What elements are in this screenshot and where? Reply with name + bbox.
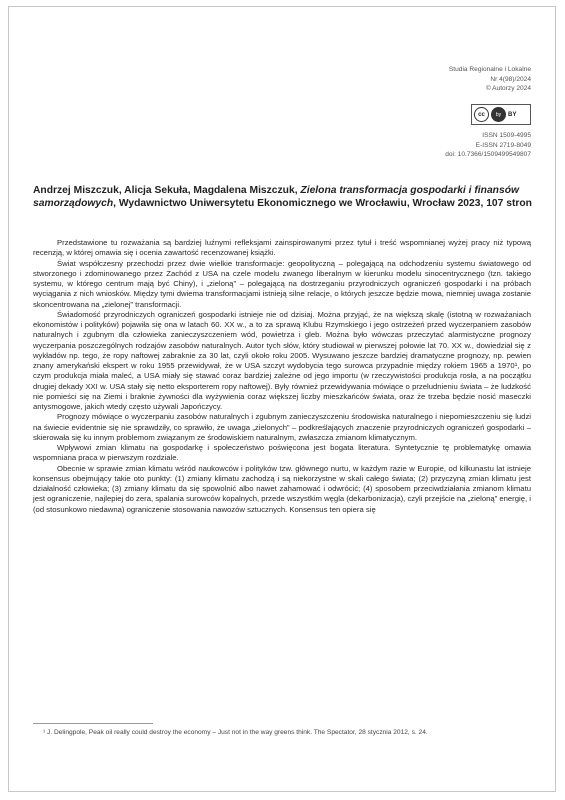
paragraph: Prognozy mówiące o wyczerpaniu zasobów naturalnych i zgubnym zanieczyszczeniu środowiska naturalnego i niepomieszczeniu się ludzi na świecie evidentnie się nie sprawdziły, co sprawiło, że uwaga „zielonych” – podkreślających znaczenie przyrodniczych ograniczeń gospodarki – skierowała się ku innym problemom związanym ze środowiskiem naturalnym, zwłaszcza zmianom klimatycznym. <box>33 412 531 442</box>
review-body <box>33 238 531 515</box>
issue-number: Nr 4(98)/2024 <box>490 75 531 83</box>
journal-name: Studia Regionalne i Lokalne <box>448 66 531 73</box>
paragraph: Obecnie w sprawie zmian klimatu wśród naukowców i polityków tzw. głównego nurtu, w każdym razie w Europie, od kilkunastu lat istnieje konsensus obejmujący takie oto punkty: (1) zmiany klimatu zachodzą i są niekorzystne w skali całego świata; (2) przyczyną zmian klimatu jest działalność człowieka; (3) zmiany klimatu da się spowolnić albo nawet zahamować i odwrócić; (4) sposobem przeciwdziałania zmianom klimatu jest ograniczenie, najlepiej do zera, spalania surowców kopalnych, przede wszystkim węgla (dekarbonizacja), czyli przejście na „zieloną” energię, i (od stosunkowo niedawna) ograniczenie stosowania nawozów sztucznych. Konsensus ten opiera się <box>33 463 531 514</box>
book-publisher: , Wydawnictwo Uniwersytetu Ekonomicznego we Wrocławiu, Wrocław 2023, 107 stron <box>113 198 532 210</box>
review-authors: Andrzej Miszczuk, Alicja Sekuła, Magdalena Miszczuk, <box>33 185 301 196</box>
review-title <box>33 184 533 211</box>
copyright-note: © Autorzy 2024 <box>485 85 531 93</box>
footnote-divider <box>33 723 153 724</box>
cc-icon: cc <box>474 107 489 122</box>
paragraph: Przedstawione tu rozważania są bardziej luźnymi refleksjami zainspirowanymi przez tytuł i treść wspomnianej wyżej pracy niż typową recenzją, w której omawia się i ocenia zawartość recenzowanej książki. <box>33 238 531 258</box>
paragraph: Wpływowi zmian klimatu na gospodarkę i społeczeństwo poświęcona jest bogata literatura. Syntetycznie tę problematykę omawia wspomniana praca w pierwszym rozdziale. <box>33 443 531 463</box>
issn: ISSN 1509-4995 <box>482 132 531 139</box>
cc-license-badge[interactable] <box>471 104 531 125</box>
book-title: Zielona transformacja gospodarki i finansów samorządowych <box>33 185 519 210</box>
license-label: BY <box>508 111 517 118</box>
doi-link[interactable]: doi: 10.7366/1509499549807 <box>445 151 531 159</box>
paragraph: Świadomość przyrodniczych ograniczeń gospodarki istnieje nie od dzisiaj. Można przyjąć, że na większą skalę (istotną w rozważaniach ekonomistów i polityków) pojawiła się ona w latach 60. XX w., a to za sprawą Klubu Rzymskiego i jego ostrzeżeń przed wyczerpaniem zasobów naturalnych i zgubnym dla człowieka zanieczyszczeniem wód, powietrza i gleb. Można było wówczas przeczytać alarmistyczne prognozy wyczerpania poszczególnych rodzajów zasobów naturalnych. Autor tych słów, który studiował w pierwszej połowie lat 70. XX w., dowiedział się z wykładów np. tego, że ropy naftowej zabraknie za 30 lat, czyli około roku 2005. Wysuwano jeszcze bardziej dramatyczne prognozy, np. pewien znany amerykański ekspert w roku 1955 przewidywał, że w USA szczyt wydobycia tego surowca przypadnie między rokiem 1965 a 1970¹, po czym produkcja miała maleć, a USA miały się stawać coraz bardziej zależne od jego importu (w rzeczywistości produkcja rosła, a na początku drugiej dekady XXI w. USA stały się netto eksporterem ropy naftowej). Były również przewidywania mówiące o przeludnieniu świata – że ludzkość nie pomieści się na Ziemi i braknie żywności dla wyżywienia coraz większej liczby mieszkańców świata, oraz że trzeba będzie nosić maseczki antysmogowe, jakich wtedy często używali Japończycy. <box>33 309 531 411</box>
identifiers <box>371 131 531 160</box>
eissn: E-ISSN 2719-8049 <box>475 141 531 149</box>
attribution-icon: by <box>491 107 506 122</box>
footnote: ¹ J. Delingpole, Peak oil really could destroy the economy – Just not in the way greens think. The Spectator, 28 stycznia 2012, s. 24. <box>43 729 428 736</box>
paragraph: Świat współczesny przechodzi przez dwie wielkie transformacje: geopolityczną – polegającą na odchodzeniu systemu światowego od stworzonego i zdominowanego przez Zachód z USA na czele modelu zwanego liberalnym w kierunku modelu sinocentrycznego (tzn. takiego systemu, w którego centrum mają być Chiny), i „zieloną” – polegającą na dostrzeganiu przyrodniczych ograniczeń gospodarki i na próbach wyciągania z nich wniosków. Między tymi dwiema transformacjami istnieją silne relacje, o których jeszcze będzie mowa, niemniej uwaga zostanie skoncentrowana na „zielonej” transformacji. <box>33 258 531 309</box>
journal-header <box>391 65 531 94</box>
